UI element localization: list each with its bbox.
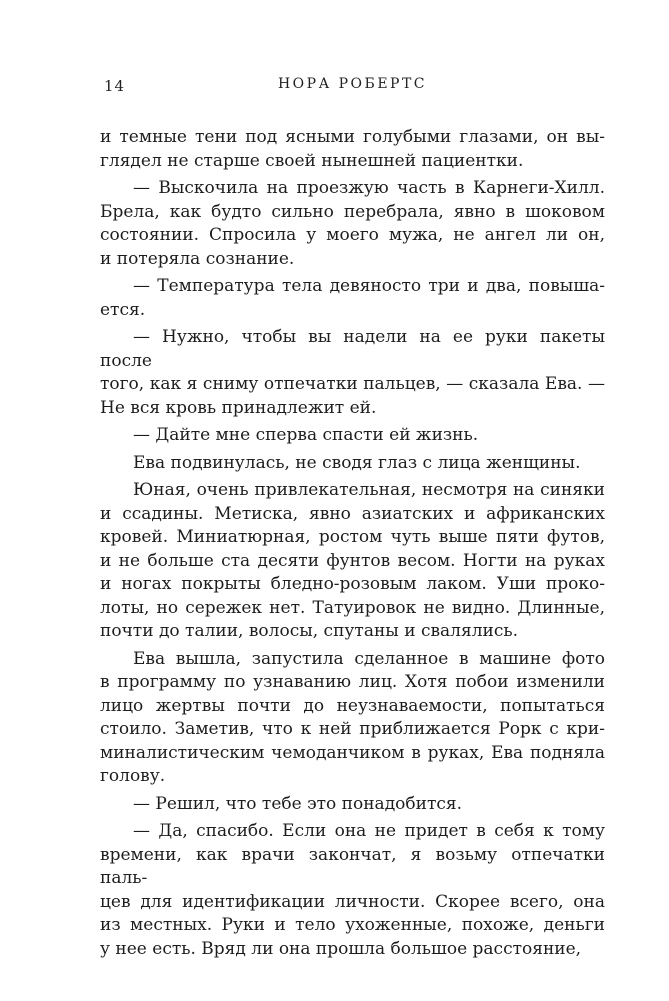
page-number: 14: [104, 77, 126, 95]
text-line: миналистическим чемоданчиком в руках, Ева подняла: [100, 742, 605, 763]
text-line: голову.: [100, 766, 166, 786]
text-line: почти до талии, волосы, спутаны и свалялись.: [100, 621, 519, 641]
text-line: — Дайте мне сперва спасти ей жизнь.: [133, 425, 479, 445]
paragraph: [100, 820, 605, 961]
text-line: — Решил, что тебе это понадобится.: [133, 793, 463, 814]
text-line: и потеряла сознание.: [100, 248, 295, 269]
paragraph: [100, 177, 605, 271]
paragraph: [100, 793, 605, 817]
text-line: лоты, но сережек нет. Татуировок не видно. Длинные,: [100, 597, 605, 618]
page-body: [100, 126, 605, 961]
paragraph: [100, 452, 605, 476]
text-line: и ногах покрыты бледно-розовым лаком. Уши проко-: [100, 574, 605, 594]
text-line: цев для идентификации личности. Скорее всего, она: [100, 891, 605, 912]
text-line: в программу по узнаванию лиц. Хотя побои изменили: [100, 672, 605, 692]
text-line: кровей. Миниатюрная, ростом чуть выше пяти футов,: [100, 527, 605, 547]
text-line: — Выскочила на проезжую часть в Карнеги-Хилл.: [133, 178, 605, 198]
text-line: и не больше ста десяти фунтов весом. Ногти на руках: [100, 550, 605, 571]
text-line: Брела, как будто сильно перебрала, явно в шоковом: [100, 201, 605, 222]
text-line: из местных. Руки и тело ухоженные, похоже, деньги: [100, 915, 605, 935]
text-line: времени, как врачи закончат, я возьму отпечатки паль-: [100, 844, 605, 888]
text-line: Юная, очень привлекательная, несмотря на синяки: [133, 480, 605, 500]
paragraph: [100, 424, 605, 448]
paragraph: [100, 326, 605, 420]
text-line: глядел не старше своей нынешней пациентки.: [100, 150, 524, 171]
text-line: у нее есть. Вряд ли она прошла большое расстояние,: [100, 938, 582, 959]
running-title: НОРА РОБЕРТС: [277, 76, 428, 92]
text-line: — Температура тела девяносто три и два, повыша-: [133, 276, 605, 296]
text-line: лицо жертвы почти до неузнаваемости, попытаться: [100, 695, 605, 716]
paragraph: [100, 479, 605, 644]
paragraph: [100, 126, 605, 173]
text-line: — Нужно, чтобы вы надели на ее руки пакеты после: [100, 327, 605, 371]
text-line: Не вся кровь принадлежит ей.: [100, 397, 377, 418]
text-line: — Да, спасибо. Если она не придет в себя к тому: [133, 821, 605, 841]
text-line: состоянии. Спросила у моего мужа, не ангел ли он,: [100, 225, 605, 245]
text-line: и темные тени под ясными голубыми глазами, он вы-: [100, 127, 605, 147]
running-head: [100, 76, 605, 96]
text-line: Ева подвинулась, не сводя глаз с лица женщины.: [133, 452, 581, 473]
text-line: и ссадины. Метиска, явно азиатских и африканских: [100, 503, 605, 524]
paragraph: [100, 648, 605, 789]
text-line: стоило. Заметив, что к ней приближается Рорк с кри-: [100, 719, 605, 739]
text-line: Ева вышла, запустила сделанное в машине фото: [133, 648, 605, 669]
text-line: ется.: [100, 299, 146, 320]
text-line: того, как я сниму отпечатки пальцев, — сказала Ева. —: [100, 374, 605, 394]
paragraph: [100, 275, 605, 322]
